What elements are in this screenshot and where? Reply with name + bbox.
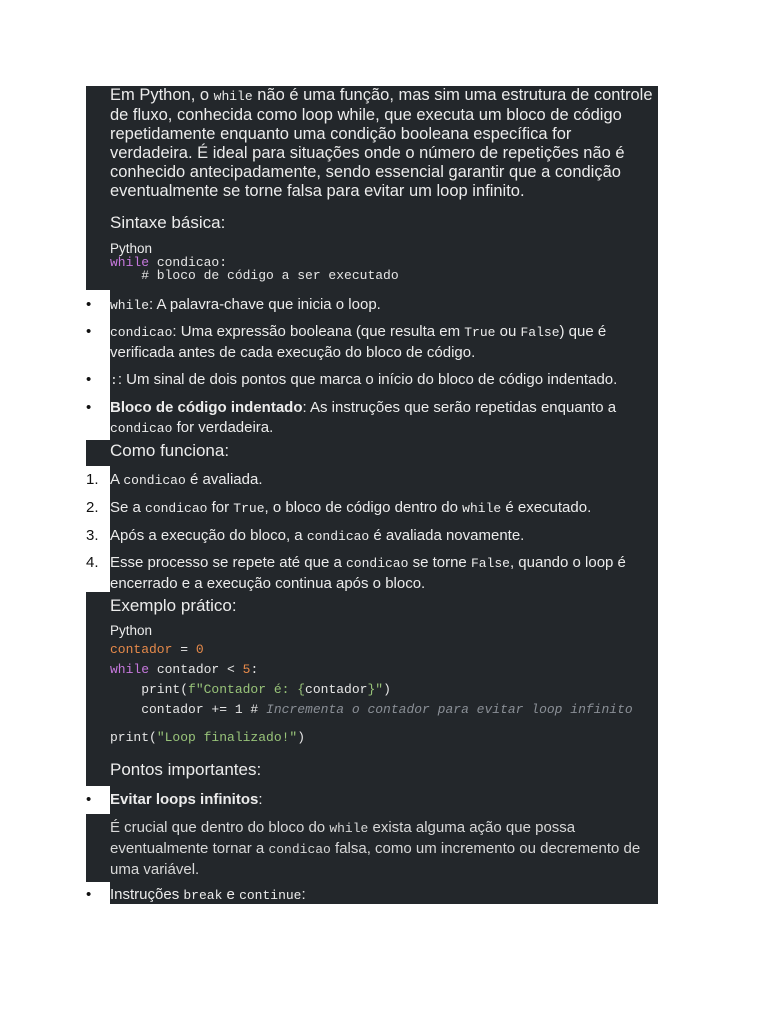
- heading-como-funciona: Como funciona:: [110, 441, 230, 460]
- heading-exemplo: Exemplo prático:: [110, 596, 237, 615]
- bullet: •: [86, 323, 92, 340]
- heading-pontos-importantes: Pontos importantes:: [110, 760, 262, 779]
- code-line: contador = 0: [110, 642, 204, 657]
- list-item: Bloco de código indentado: As instruções que serão repetidas enquanto a condicao for verdadeira.: [110, 399, 617, 436]
- code-language-label: Python: [110, 623, 153, 638]
- list-item: condicao: Uma expressão booleana (que resulta em True ou False) que é verificada antes de cada execução do bloco de código.: [110, 323, 607, 361]
- list-item: :: Um sinal de dois pontos que marca o início do bloco de código indentado.: [110, 371, 618, 388]
- step-item: Se a condicao for True, o bloco de código dentro do while é executado.: [110, 499, 592, 516]
- code-line: print(f"Contador é: {contador}"): [110, 682, 391, 697]
- list-item: Evitar loops infinitos:: [110, 791, 263, 808]
- step-item: A condicao é avaliada.: [110, 471, 263, 488]
- bullet: •: [86, 296, 92, 313]
- bullet: •: [86, 399, 92, 416]
- code-line: contador += 1 # Incrementa o contador para evitar loop infinito: [110, 702, 633, 717]
- document-panel: [86, 86, 658, 904]
- step-number: 1.: [86, 471, 99, 488]
- step-item: Esse processo se repete até que a condicao se torne False, quando o loop é encerrado e a execução continua após o bloco.: [110, 554, 626, 592]
- step-number: 3.: [86, 527, 99, 544]
- step-number: 2.: [86, 499, 99, 516]
- code-line: # bloco de código a ser executado: [110, 268, 399, 283]
- step-number: 4.: [86, 554, 99, 571]
- step-item: Após a execução do bloco, a condicao é avaliada novamente.: [110, 527, 525, 544]
- intro-paragraph: Em Python, o while não é uma função, mas sim uma estrutura de controle de fluxo, conhecida como loop while, que executa um bloco de código repetidamente enquanto uma condição booleana específica for verdadeira. É ideal para situações onde o número de repetições não é conhecido antecipadamente, sendo essencial garantir que a condição eventualmente se torne falsa para evitar um loop infinito.: [110, 86, 653, 200]
- bullet: •: [86, 886, 92, 903]
- heading-sintaxe: Sintaxe básica:: [110, 213, 226, 232]
- code-line: while contador < 5:: [110, 662, 259, 677]
- bullet: •: [86, 791, 92, 808]
- list-item: Instruções break e continue:: [110, 886, 306, 903]
- list-item: while: A palavra-chave que inicia o loop.: [110, 296, 381, 313]
- bullet: •: [86, 371, 92, 388]
- code-line: while condicao:: [110, 255, 228, 270]
- code-line: print("Loop finalizado!"): [110, 730, 306, 745]
- list-item-detail: É crucial que dentro do bloco do while exista alguma ação que possa eventualmente tornar a condicao falsa, como um incremento ou decremento de uma variável.: [110, 819, 641, 878]
- code-language-label: Python: [110, 241, 153, 256]
